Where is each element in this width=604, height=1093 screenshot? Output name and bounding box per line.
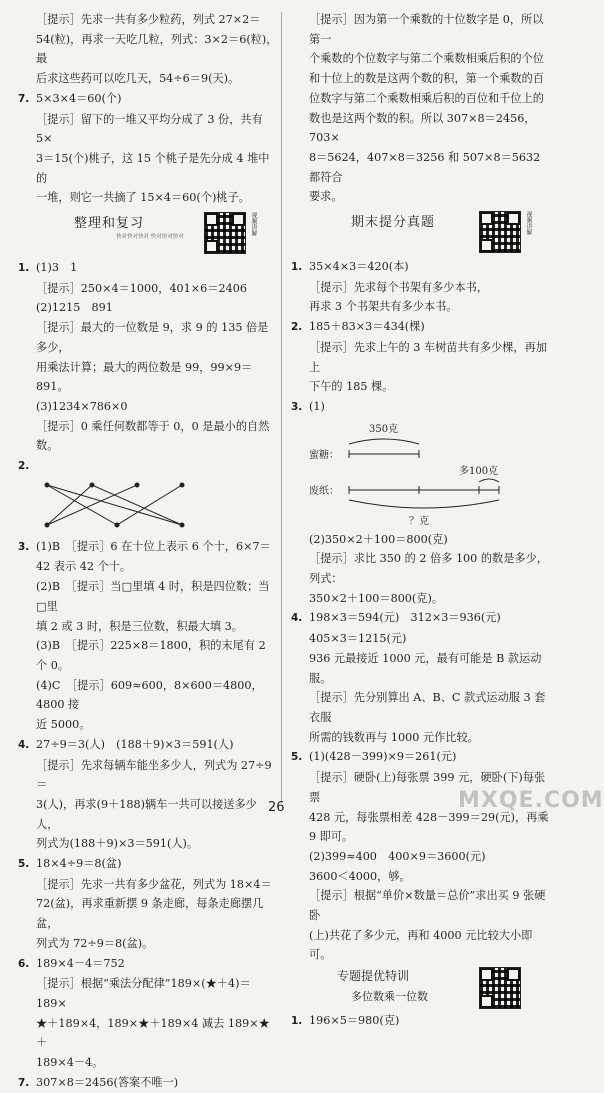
diagram-label-bottom: ？克 <box>409 515 429 527</box>
answer-line <box>16 636 278 675</box>
diagram-label-extra: 多100克 <box>459 465 499 477</box>
answer-text: 307×8＝2456(答案不唯一) <box>36 1075 179 1089</box>
answer-text: 再求 3 个书架共有多少本书。 <box>309 300 458 314</box>
answer-line <box>289 847 551 867</box>
section-header-review <box>16 208 278 258</box>
answer-line <box>16 149 278 188</box>
question-number: 6. <box>18 957 30 970</box>
answer-line <box>289 187 551 207</box>
answer-line <box>289 89 551 109</box>
section-subtitle: 快对快对快对 快对快对快对 <box>116 234 184 241</box>
answer-text: (2)1215 891 <box>36 301 113 315</box>
question-number: 1. <box>291 261 303 274</box>
answer-line <box>289 297 551 317</box>
question-number: 5. <box>18 858 30 871</box>
answer-line <box>16 557 278 577</box>
answer-line <box>289 926 551 965</box>
answer-text: 72(盆)，再求重新摆 9 条走廊，每条走廊摆几盆， <box>36 897 264 931</box>
left-column <box>16 10 278 1093</box>
answer-line <box>289 728 551 748</box>
answer-text: 3(人)，再求(9＋188)辆车一共可以接送多少人， <box>36 797 257 831</box>
answer-line <box>16 188 278 208</box>
answer-text: 27÷9＝3(人) (188＋9)×3＝591(人) <box>36 737 234 751</box>
answer-line <box>16 617 278 637</box>
answer-text: (1) <box>309 399 325 413</box>
answer-text: 一堆，则它一共摘了 15×4＝60(个)桃子。 <box>36 191 250 205</box>
answer-text: 近 5000。 <box>36 718 91 732</box>
answer-line <box>16 715 278 735</box>
answer-text: (1)B ［提示］6 在十位上表示 6 个十，6×7＝ <box>36 539 271 553</box>
right-column <box>289 10 551 1032</box>
answer-line <box>289 549 551 588</box>
answer-line <box>289 629 551 649</box>
right-mid-block <box>289 257 551 418</box>
answer-line <box>289 808 551 847</box>
answer-line <box>16 358 278 397</box>
answer-text: 要求。 <box>309 190 343 204</box>
answer-text: 189×4－4。 <box>36 1056 104 1070</box>
answer-text: 428 元，每张票相差 428－399＝29(元)，再乘 9 即可。 <box>309 810 549 844</box>
answer-text: (2)B ［提示］当□里填 4 时，积是四位数；当□里 <box>36 580 270 613</box>
answer-text: 列式为(188＋9)×3＝591(人)。 <box>36 837 199 851</box>
left-bottom-block <box>16 537 278 1093</box>
qr-label: 视频讲解 <box>250 212 257 237</box>
answer-line <box>16 417 278 456</box>
answer-line <box>289 49 551 69</box>
left-mid-block <box>16 258 278 477</box>
answer-text: 列式为 72÷9＝8(盆)。 <box>36 936 154 950</box>
answer-text: ［提示］先求每个书架有多少本书， <box>309 280 489 294</box>
answer-text: (3)B ［提示］225×8＝1800，积的末尾有 2 个 0。 <box>36 639 266 672</box>
qr-label: 视频讲解 <box>525 211 532 236</box>
question-number: 1. <box>291 1015 303 1028</box>
answer-text: ［提示］留下的一堆又平均分成了 3 份，共有 5× <box>36 112 263 146</box>
qr-code-icon <box>204 212 246 254</box>
answer-line <box>16 279 278 299</box>
answer-line <box>16 456 278 477</box>
answer-line <box>289 608 551 629</box>
left-top-block <box>16 10 278 208</box>
answer-text: ［提示］先分别算出 A、B、C 款式运动服 3 套衣服 <box>309 691 546 724</box>
answer-text: ［提示］因为第一个乘数的十位数字是 0，所以第一 <box>309 13 544 46</box>
answer-line <box>16 934 278 954</box>
question-number: 3. <box>18 540 30 553</box>
answer-text: 936 元最接近 1000 元，最有可能是 B 款运动服。 <box>309 651 542 685</box>
answer-text: 18×4÷9＝8(盆) <box>36 857 122 871</box>
qr-code-icon <box>479 967 521 1009</box>
answer-line <box>16 577 278 616</box>
answer-line <box>289 589 551 609</box>
answer-text: (上)共花了多少元，再和 4000 元比较大小即可。 <box>309 928 533 962</box>
answer-text: 42 表示 42 个十。 <box>36 560 132 574</box>
answer-line <box>289 109 551 148</box>
answer-line <box>289 148 551 187</box>
answer-line <box>16 756 278 795</box>
answer-line <box>16 894 278 933</box>
answer-text: (1)(428－399)×9＝261(元) <box>309 750 457 764</box>
topic-subtitle: 多位数乘一位数 <box>351 990 428 1004</box>
question-number: 7. <box>18 1076 30 1089</box>
answer-text: (4)C ［提示］609≈600，8×600＝4800，4800 接 <box>36 678 263 712</box>
answer-text: 数也是这两个数的积。所以 307×8＝2456，703× <box>309 111 536 145</box>
answer-text: (1)3 1 <box>36 261 78 275</box>
answer-line <box>289 886 551 925</box>
answer-line <box>16 258 278 279</box>
answer-text: 位数字与第二个乘数相乘后积的百位和千位上的 <box>309 91 544 105</box>
topic-header <box>289 965 551 1011</box>
answer-text: 5×3×4＝60(个) <box>36 91 122 105</box>
answer-text: 54(粒)，再求一天吃几粒，列式：3×2＝6(粒)，最 <box>36 32 278 66</box>
diagram-label-top: 350克 <box>369 423 399 435</box>
answer-text: 8＝5624，407×8＝3256 和 507×8＝5632 都符合 <box>309 150 541 184</box>
diagram-label-paper: 废纸： <box>309 485 339 497</box>
section-header-final <box>289 207 551 257</box>
answer-line <box>289 317 551 338</box>
answer-text: 185＋83×3＝434(棵) <box>309 320 425 334</box>
answer-text: ［提示］先求一共有多少粒药，列式 27×2＝ <box>36 13 261 26</box>
question-number: 4. <box>291 612 303 625</box>
answer-line <box>289 278 551 298</box>
page-number: 26 <box>268 800 285 815</box>
answer-text: 后求这些药可以吃几天，54÷6＝9(天)。 <box>36 72 240 86</box>
answer-text: 198×3＝594(元) 312×3＝936(元) <box>309 611 501 625</box>
answer-line <box>289 747 551 768</box>
answer-text: 所需的钱数再与 1000 元作比较。 <box>309 730 479 744</box>
answer-text: ［提示］250×4＝1000，401×6＝2406 <box>36 281 247 295</box>
answer-line <box>289 338 551 377</box>
answer-line <box>16 676 278 715</box>
answer-line <box>16 974 278 1013</box>
question-number: 3. <box>291 400 303 413</box>
answer-text: 用乘法计算；最大的两位数是 99，99×9＝891。 <box>36 360 253 394</box>
answer-line <box>16 1014 278 1053</box>
line-segment-diagram <box>309 420 539 528</box>
answer-text: ［提示］根据“单价×数量＝总价”求出买 9 张硬卧 <box>309 889 546 923</box>
topic-title: 专题提优特训 <box>337 969 410 984</box>
answer-text: 3＝15(个)桃子，这 15 个桃子是先分成 4 堆中的 <box>36 151 270 185</box>
answer-text: 189×4－4＝752 <box>36 956 125 970</box>
section-title: 期末提分真题 <box>351 215 436 231</box>
answer-line <box>289 649 551 688</box>
answer-text: ［提示］先求上午的 3 车树苗共有多少棵，再加上 <box>309 340 547 374</box>
answer-line <box>289 377 551 397</box>
section-title: 整理和复习 <box>74 216 145 232</box>
diagram-label-honey: 蜜糖： <box>309 449 339 461</box>
answer-text: ［提示］求比 350 的 2 倍多 100 的数是多少，列式： <box>309 552 548 586</box>
answer-line <box>16 298 278 318</box>
answer-line <box>16 69 278 89</box>
answer-text: 下午的 185 棵。 <box>309 380 394 394</box>
answer-text: ［提示］先求一共有多少盆花，列式为 18×4＝ <box>36 877 272 891</box>
answer-text: ［提示］硬卧(上)每张票 399 元，硬卧(下)每张票 <box>309 771 546 804</box>
answer-line <box>16 30 278 69</box>
answer-text: ［提示］先求每辆车能坐多少人，列式为 27÷9＝ <box>36 758 272 792</box>
answer-text: 350×2＋100＝800(克)。 <box>309 591 444 605</box>
answer-line <box>16 854 278 875</box>
column-divider <box>281 12 282 802</box>
answer-text: (3)1234×786×0 <box>36 399 128 413</box>
answer-line <box>16 397 278 417</box>
answer-text: 35×4×3＝420(本) <box>309 260 409 274</box>
qr-code-icon <box>479 211 521 253</box>
right-top-block <box>289 10 551 207</box>
answer-line <box>16 735 278 756</box>
line-connection-diagram <box>42 479 192 531</box>
answer-text: 填 2 或 3 时，积是三位数，积最大填 3。 <box>36 619 243 633</box>
answer-line <box>289 69 551 89</box>
answer-line <box>289 688 551 727</box>
answer-text: ［提示］最大的一位数是 9，求 9 的 135 倍是多少， <box>36 321 269 354</box>
answer-text: 196×5＝980(克) <box>309 1014 400 1028</box>
watermark-logo: MXQE.COM <box>458 788 604 813</box>
answer-line <box>289 257 551 278</box>
answer-text: 和十位上的数是这两个数的积，第一个乘数的百 <box>309 72 544 86</box>
answer-text: ［提示］根据“乘法分配律”189×(★＋4)＝189× <box>36 977 251 1010</box>
answer-text: 405×3＝1215(元) <box>309 632 407 646</box>
answer-line <box>289 530 551 550</box>
question-number: 7. <box>18 92 30 105</box>
answer-text: (2)399≈400 400×9＝3600(元) <box>309 849 486 863</box>
answer-line <box>289 397 551 418</box>
answer-text: 个乘数的个位数字与第二个乘数相乘后积的个位 <box>309 52 544 66</box>
answer-line <box>16 10 278 30</box>
right-bottom-block <box>289 530 551 965</box>
answer-line <box>16 537 278 558</box>
question-number: 4. <box>18 738 30 751</box>
answer-line <box>289 1011 551 1032</box>
answer-text: (2)350×2＋100＝800(克) <box>309 532 448 546</box>
answer-line <box>16 1053 278 1073</box>
answer-text: ★＋189×4，189×★＋189×4 减去 189×★＋ <box>36 1016 270 1050</box>
answer-text: ［提示］0 乘任何数都等于 0，0 是最小的自然数。 <box>36 419 270 453</box>
answer-line <box>16 954 278 975</box>
question-number: 5. <box>291 751 303 764</box>
answer-text: 3600＜4000，够。 <box>309 869 411 883</box>
answer-line <box>16 875 278 895</box>
answer-line <box>16 318 278 357</box>
question-number: 1. <box>18 262 30 275</box>
answer-line <box>16 795 278 834</box>
question-number: 2. <box>291 321 303 334</box>
answer-line <box>289 10 551 49</box>
answer-line <box>16 834 278 854</box>
answer-line <box>16 1073 278 1093</box>
answer-line <box>289 867 551 887</box>
answer-line <box>16 110 278 149</box>
answer-line <box>16 89 278 110</box>
question-number: 2. <box>18 460 30 473</box>
